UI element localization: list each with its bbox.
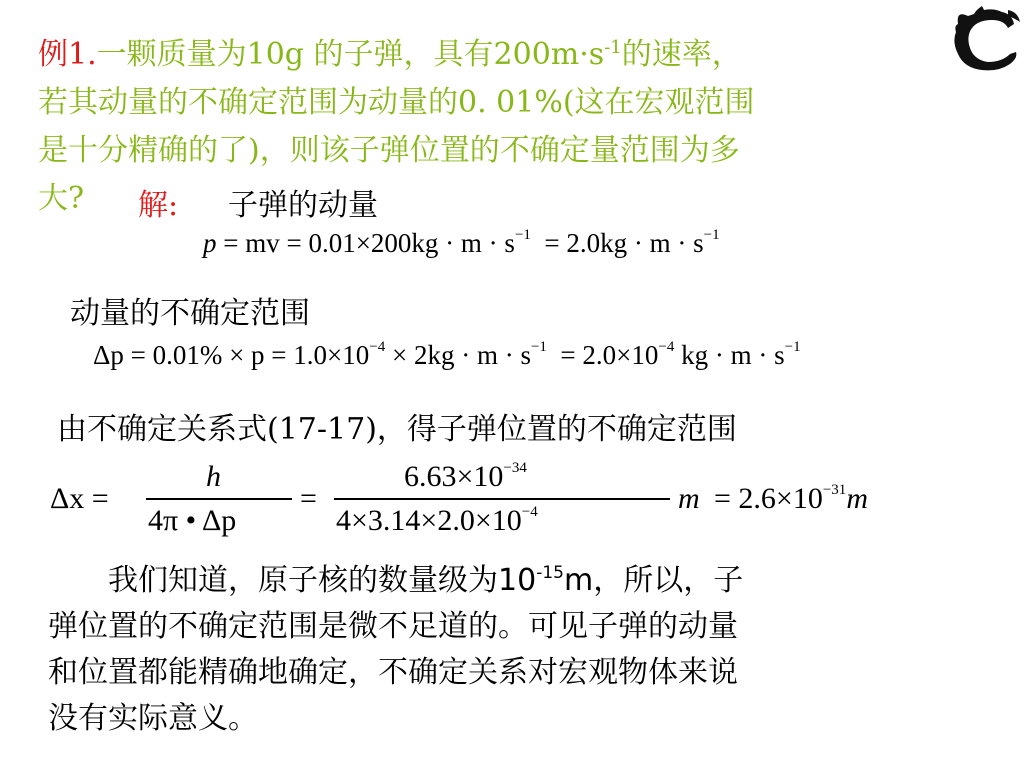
eq2-tail: kg · m · s	[681, 340, 785, 370]
eq3-den2-base: 4×3.14×2.0×10	[336, 504, 522, 537]
conclusion-line-4: 没有实际意义。	[48, 701, 258, 736]
eq3-den2-sup: −4	[521, 504, 538, 520]
eq1-sup1: −1	[514, 227, 531, 243]
conclusion-line-1	[48, 558, 978, 604]
relation-heading: 由不确定关系式(17-17)，得子弹位置的不确定范围	[57, 412, 737, 447]
eq3-num2	[404, 460, 527, 494]
eq3-result	[714, 482, 868, 516]
problem-statement	[38, 24, 988, 223]
eq3-den1: 4π • Δp	[148, 504, 237, 537]
eq2-sup2: −1	[530, 339, 547, 355]
eq3-result-unit: m	[846, 482, 868, 515]
eq2-eq: = 2.0×10	[560, 340, 659, 370]
conclusion-exp-sup: -15	[536, 563, 564, 583]
conclusion-paragraph	[48, 558, 978, 742]
position-uncertainty-equation	[50, 460, 970, 540]
conclusion-exponent	[498, 563, 593, 598]
problem-line-2: 若其动量的不确定范围为动量的0. 01%(这在宏观范围	[38, 85, 755, 120]
eq3-eq: =	[300, 482, 317, 515]
eq2-sup1: −4	[369, 339, 386, 355]
problem-line-3: 是十分精确的了)，则该子弹位置的不确定量范围为多	[38, 133, 740, 168]
conclusion-line-2: 弹位置的不确定范围是微不足道的。可见子弹的动量	[48, 609, 738, 644]
momentum-equation	[203, 228, 720, 259]
eq2-sup4: −1	[784, 339, 801, 355]
uncertainty-heading: 动量的不确定范围	[70, 296, 310, 331]
eq2-lhs: Δp = 0.01% × p = 1.0×10	[93, 340, 370, 370]
momentum-heading: 子弹的动量	[228, 188, 378, 223]
solution-label: 解:	[138, 188, 179, 223]
eq3-num2-base: 6.63×10	[404, 460, 504, 493]
conclusion-exp-unit: m	[563, 563, 594, 598]
eq2-sup3: −4	[658, 339, 675, 355]
problem-line-1-sup: -1	[604, 37, 622, 58]
eq3-lhs: Δx =	[50, 482, 109, 515]
problem-line-1-text: 一颗质量为10g 的子弹，具有200m·s	[96, 37, 605, 72]
eq3-den2	[336, 504, 538, 538]
example-label: 例1.	[38, 37, 97, 72]
conclusion-exp-base: 10	[498, 563, 537, 598]
problem-line-1-tail: 的速率，	[621, 37, 742, 72]
problem-line-4: 大?	[38, 181, 85, 216]
conclusion-line-1-b: ，所以，子	[593, 563, 744, 598]
eq3-unit-m: m	[678, 482, 700, 515]
problem-line-1	[38, 24, 988, 79]
conclusion-line-3: 和位置都能精确地确定，不确定关系对宏观物体来说	[48, 655, 738, 690]
conclusion-line-1-a: 我们知道，原子核的数量级为	[108, 563, 498, 598]
eq3-num1: h	[206, 460, 221, 493]
eq1-rhs: = 2.0kg · m · s	[544, 228, 704, 258]
eq1-lhs: p	[203, 228, 217, 258]
eq3-result-base: = 2.6×10	[714, 482, 823, 515]
eq2-mid: × 2kg · m · s	[391, 340, 531, 370]
eq3-num2-sup: −34	[503, 460, 527, 476]
eq1-mid: = mv = 0.01×200kg · m · s	[223, 228, 515, 258]
eq3-result-sup: −31	[822, 482, 847, 498]
uncertainty-equation	[93, 340, 801, 371]
eq3-fraction-bar-2	[334, 498, 670, 500]
eq3-fraction-bar-1	[146, 498, 292, 500]
eq1-sup2: −1	[703, 227, 720, 243]
